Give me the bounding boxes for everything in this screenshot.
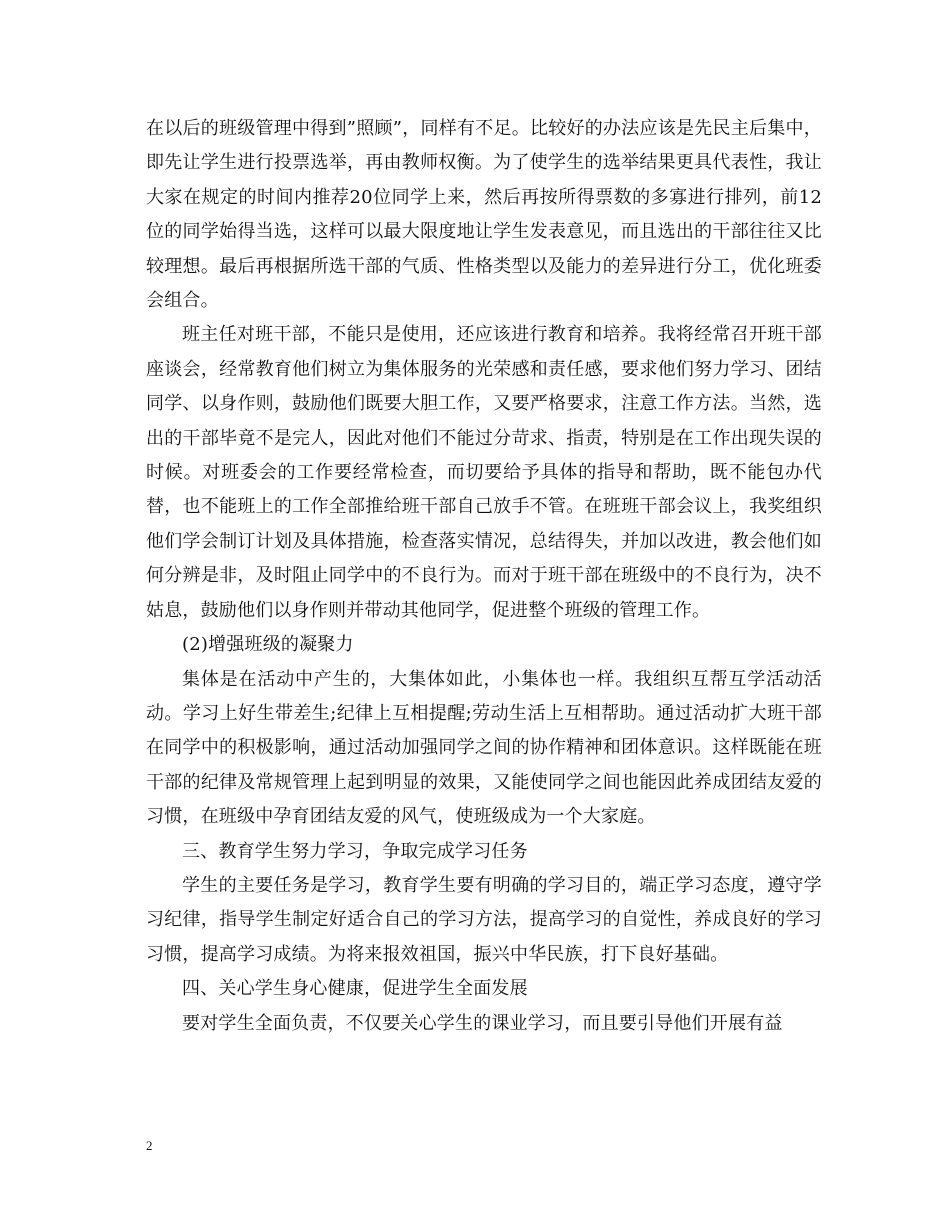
section-heading-3: 三、教育学生努力学习，争取完成学习任务 [182,840,528,862]
paragraph-1: 在以后的班级管理中得到”照顾”，同样有不足。比较好的办法应该是先民主后集中，即先让学生进行投票选举，再由教师权衡。为了使学生的选举结果更具代表性，我让大家在规定的时间内推荐20位同学上来，然后再按所得票数的多寡进行排列，前12位的同学始得当选，这样可以最大限度地让学生发表意见，而且选出的干部往往又比较理想。最后再根据所选干部的气质、性格类型以及能力的差异进行分工，优化班委会组合。 [146,118,822,312]
paragraph-5: 要对学生全面负责，不仅要关心学生的课业学习，而且要引导他们开展有益 [182,1012,783,1034]
paragraph-4: 学生的主要任务是学习，教育学生要有明确的学习目的，端正学习态度，遵守学习纪律，指导学生制定好适合自己的学习方法，提高学习的自觉性，养成良好的学习习惯，提高学习成绩。为将来报效祖国，振兴中华民族，打下良好基础。 [146,874,822,965]
section-heading-2: (2)增强班级的凝聚力 [182,634,354,656]
paragraph-3: 集体是在活动中产生的，大集体如此，小集体也一样。我组织互帮互学活动活动。学习上好生带差生;纪律上互相提醒;劳动生活上互相帮助。通过活动扩大班干部在同学中的积极影响，通过活动加强同学之间的协作精神和团体意识。这样既能在班干部的纪律及常规管理上起到明显的效果，又能使同学之间也能因此养成团结友爱的习惯，在班级中孕育团结友爱的风气，使班级成为一个大家庭。 [146,668,822,828]
section-heading-4: 四、关心学生身心健康，促进学生全面发展 [182,978,528,1000]
document-body [146,112,822,1041]
paragraph-2: 班主任对班干部，不能只是使用，还应该进行教育和培养。我将经常召开班干部座谈会，经常教育他们树立为集体服务的光荣感和责任感，要求他们努力学习、团结同学、以身作则，鼓励他们既要大胆工作，又要严格要求，注意工作方法。当然，选出的干部毕竟不是完人，因此对他们不能过分苛求、指责，特别是在工作出现失误的时候。对班委会的工作要经常检查，而切要给予具体的指导和帮助，既不能包办代替，也不能班上的工作全部推给班干部自己放手不管。在班班干部会议上，我奖组织他们学会制订计划及具体措施，检查落实情况，总结得失，并加以改进，教会他们如何分辨是非，及时阻止同学中的不良行为。而对于班干部在班级中的不良行为，决不姑息，鼓励他们以身作则并带动其他同学，促进整个班级的管理工作。 [146,324,822,621]
page-number: 2 [146,1138,153,1153]
